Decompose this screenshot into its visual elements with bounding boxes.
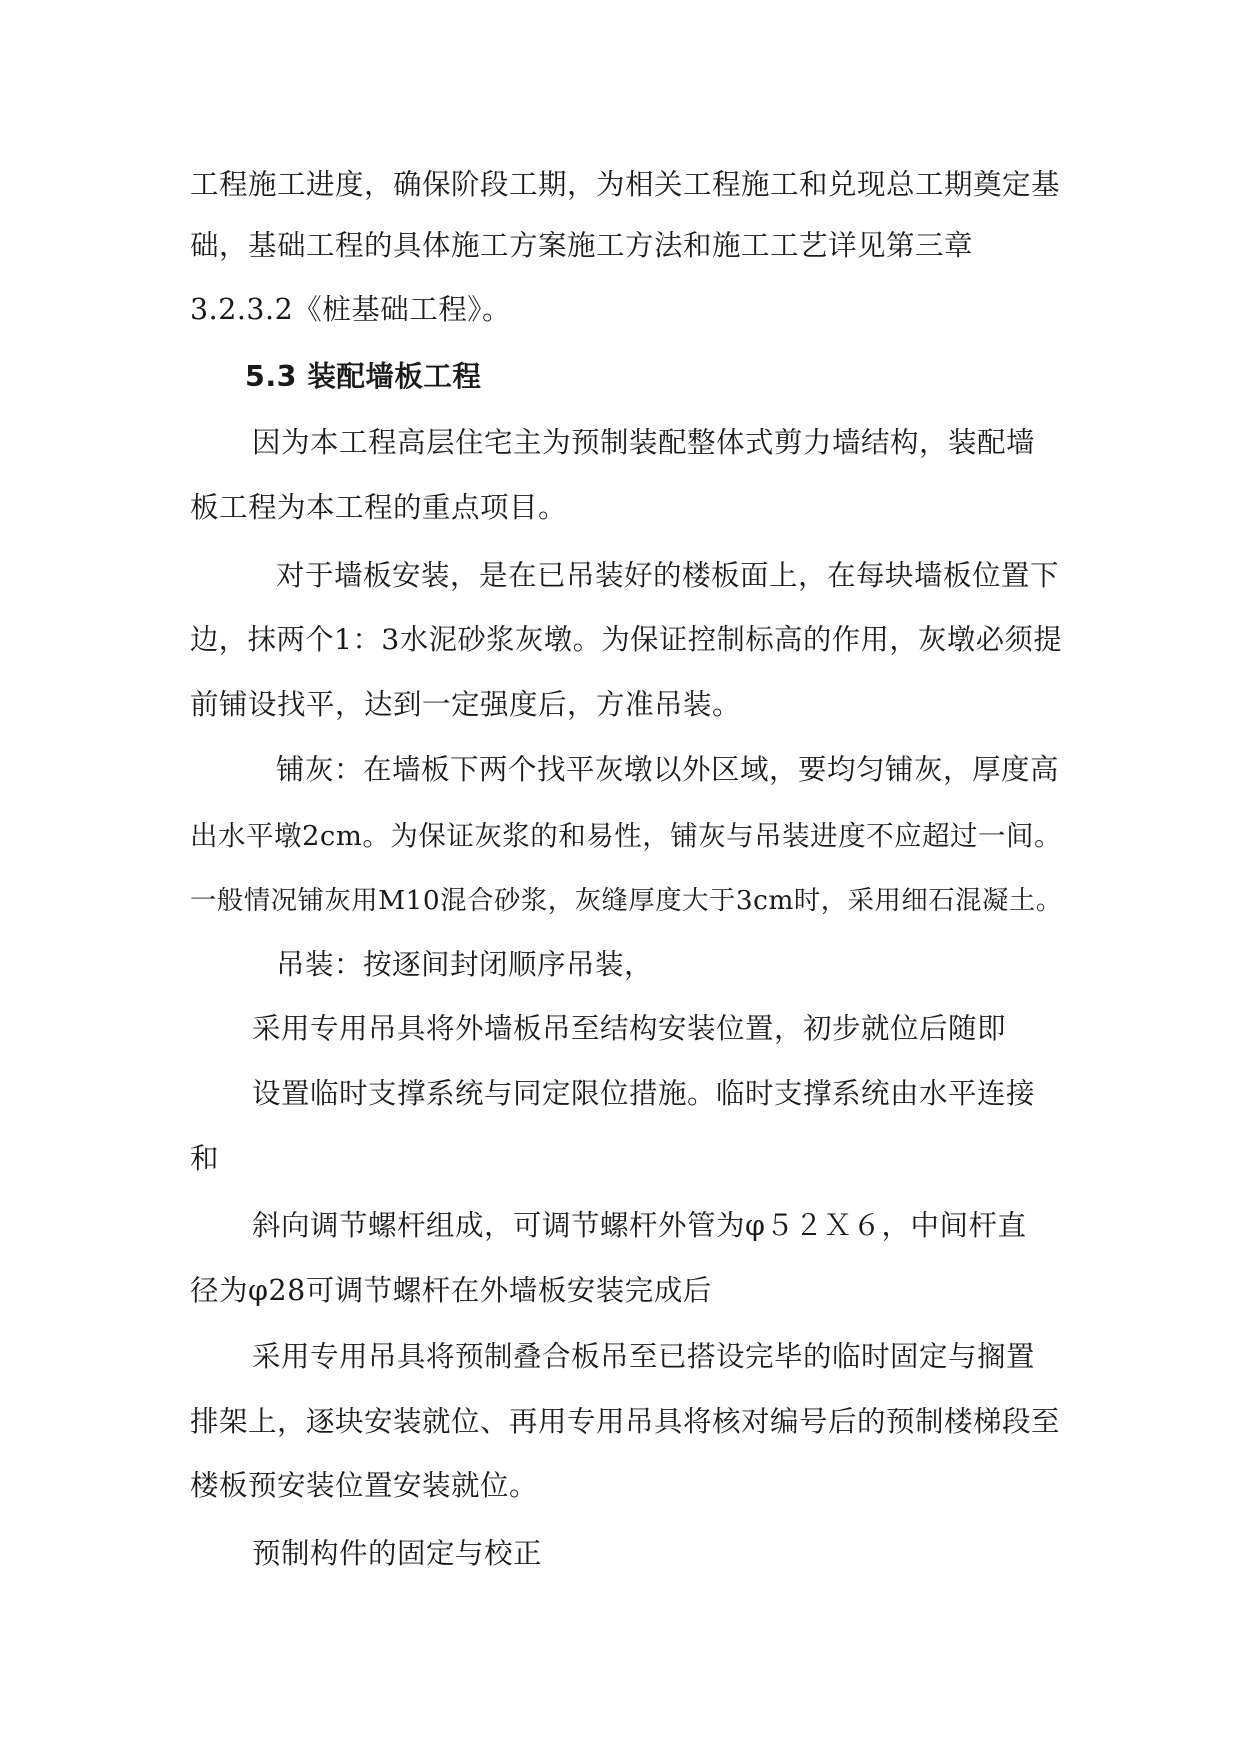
text-line: 采用专用吊具将外墙板吊至结构安装位置，初步就位后随即 (252, 1012, 1007, 1045)
text-line: 设置临时支撑系统与同定限位措施。临时支撑系统由水平连接 (252, 1077, 1036, 1110)
text-line: 斜向调节螺杆组成，可调节螺杆外管为φ５２Ｘ６，中间杆直 (252, 1209, 1027, 1242)
text-line: 吊装：按逐间封闭顺序吊装， (276, 948, 654, 981)
text-line: 边，抹两个1：3水泥砂浆灰墩。为保证控制标高的作用，灰墩必须提 (190, 623, 1063, 656)
text-line: 排架上，逐块安装就位、再用专用吊具将核对编号后的预制楼梯段至 (190, 1405, 1061, 1438)
text-line: 3.2.3.2《桩基础工程》。 (190, 293, 511, 326)
text-line: 前铺设找平，达到一定强度后，方准吊装。 (190, 688, 742, 721)
text-line: 采用专用吊具将预制叠合板吊至已搭设完毕的临时固定与搁置 (252, 1340, 1036, 1373)
text-line: 铺灰：在墙板下两个找平灰墩以外区域，要均匀铺灰，厚度高 (276, 753, 1060, 786)
text-line: 础，基础工程的具体施工方案施工方法和施工工艺详见第三章 (190, 229, 974, 262)
text-line: 一般情况铺灰用M10混合砂浆，灰缝厚度大于3cm时，采用细石混凝土。 (190, 886, 1063, 916)
text-line: 对于墙板安装，是在已吊装好的楼板面上，在每块墙板位置下 (276, 559, 1060, 592)
text-line: 因为本工程高层住宅主为预制装配整体式剪力墙结构，装配墙 (252, 426, 1036, 459)
text-line: 板工程为本工程的重点项目。 (190, 491, 568, 524)
text-line: 楼板预安装位置安装就位。 (190, 1469, 539, 1502)
text-line: 工程施工进度，确保阶段工期，为相关工程施工和兑现总工期奠定基 (190, 168, 1061, 201)
text-line: 出水平墩2cm。为保证灰浆的和易性，铺灰与吊装进度不应超过一间。 (190, 820, 1062, 852)
section-heading: 5.3 装配墙板工程 (245, 360, 482, 393)
text-line: 径为φ28可调节螺杆在外墙板安装完成后 (190, 1274, 712, 1307)
text-line: 预制构件的固定与校正 (252, 1537, 543, 1570)
text-line: 和 (190, 1142, 220, 1175)
